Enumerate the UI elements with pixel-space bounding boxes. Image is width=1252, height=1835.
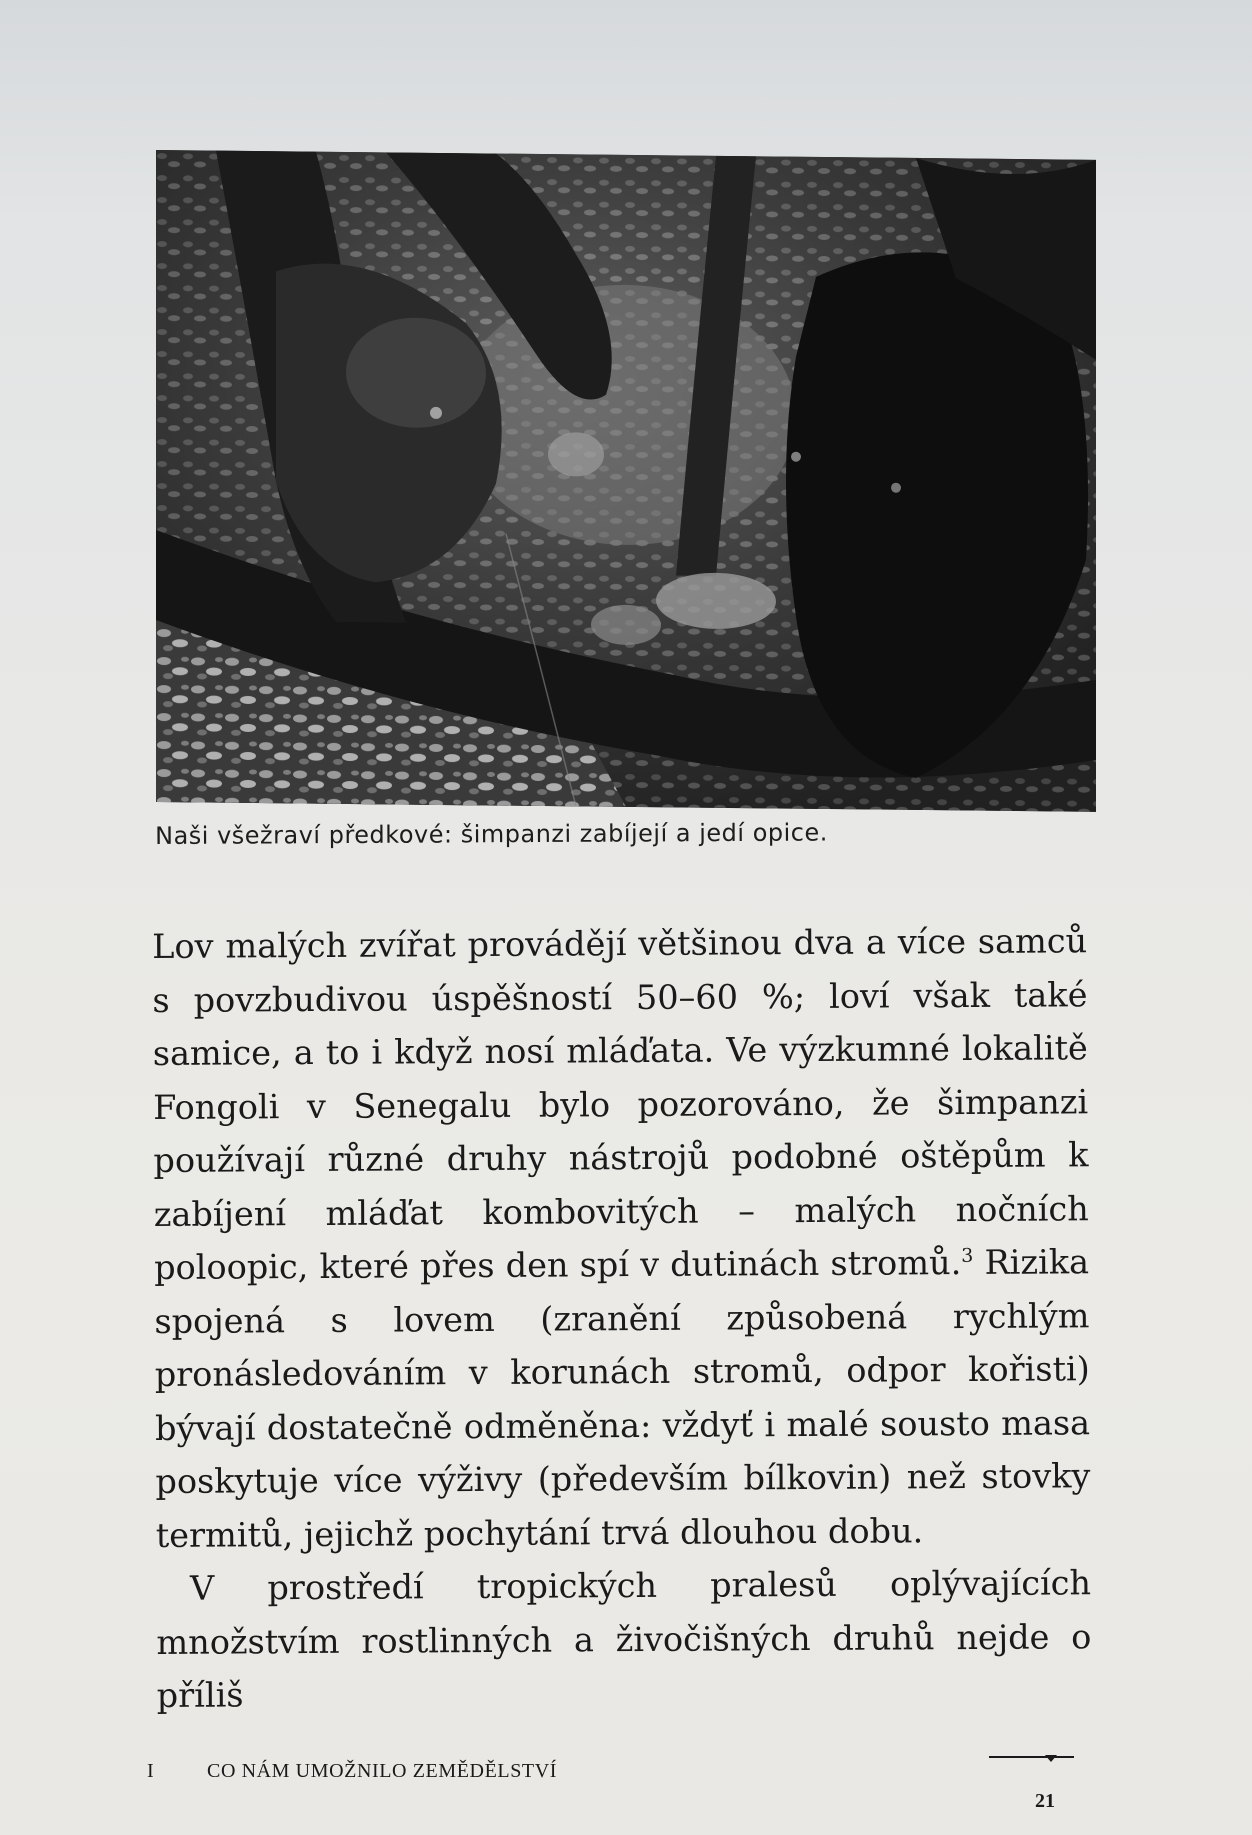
chimpanzee-photo xyxy=(156,150,1096,812)
chapter-number: I xyxy=(147,1760,154,1782)
page-footer xyxy=(147,1760,1077,1810)
running-chapter-title: CO NÁM UMOŽNILO ZEMĚDĚLSTVÍ xyxy=(207,1760,558,1782)
footer-rule xyxy=(989,1756,1074,1758)
footnote-reference[interactable]: 3 xyxy=(961,1244,974,1267)
paragraph-2: V prostředí tropických pralesů oplývajících množstvím rostlinných a živočišných druhů nejde o příliš xyxy=(156,1563,1092,1715)
paragraph-1-text: Lov malých zvířat provádějí většinou dva a více samců s povzbudivou úspěšností 50–60 %; loví však také samice, a to i když nosí mláďata. Ve výzkumné lokalitě Fongoli v Senegalu bylo pozorováno, že šimpanzi používají různé druhy nástrojů podobné oštěpům k zabíjení mláďat kombovitých – malých nočních poloopic, které přes den spí v dutinách stromů. xyxy=(152,921,1089,1287)
figure-caption: Naši všežraví předkové: šimpanzi zabíjejí a jedí opice. xyxy=(155,818,828,850)
footer-rule-marker-icon xyxy=(1045,1755,1057,1762)
body-text xyxy=(152,914,1092,1722)
paragraph-1 xyxy=(152,914,1091,1562)
paragraph-1-continuation: Rizika spojená s lovem (zranění způsobená rychlým pronásledováním v korunách stromů, odpor kořisti) bývají dostatečně odměněna: vždyť i malé sousto masa poskytuje více výživy (především bílkovin) než stovky termitů, jejichž pochytání trvá dlouhou dobu. xyxy=(154,1242,1091,1555)
page-number: 21 xyxy=(1035,1790,1055,1812)
